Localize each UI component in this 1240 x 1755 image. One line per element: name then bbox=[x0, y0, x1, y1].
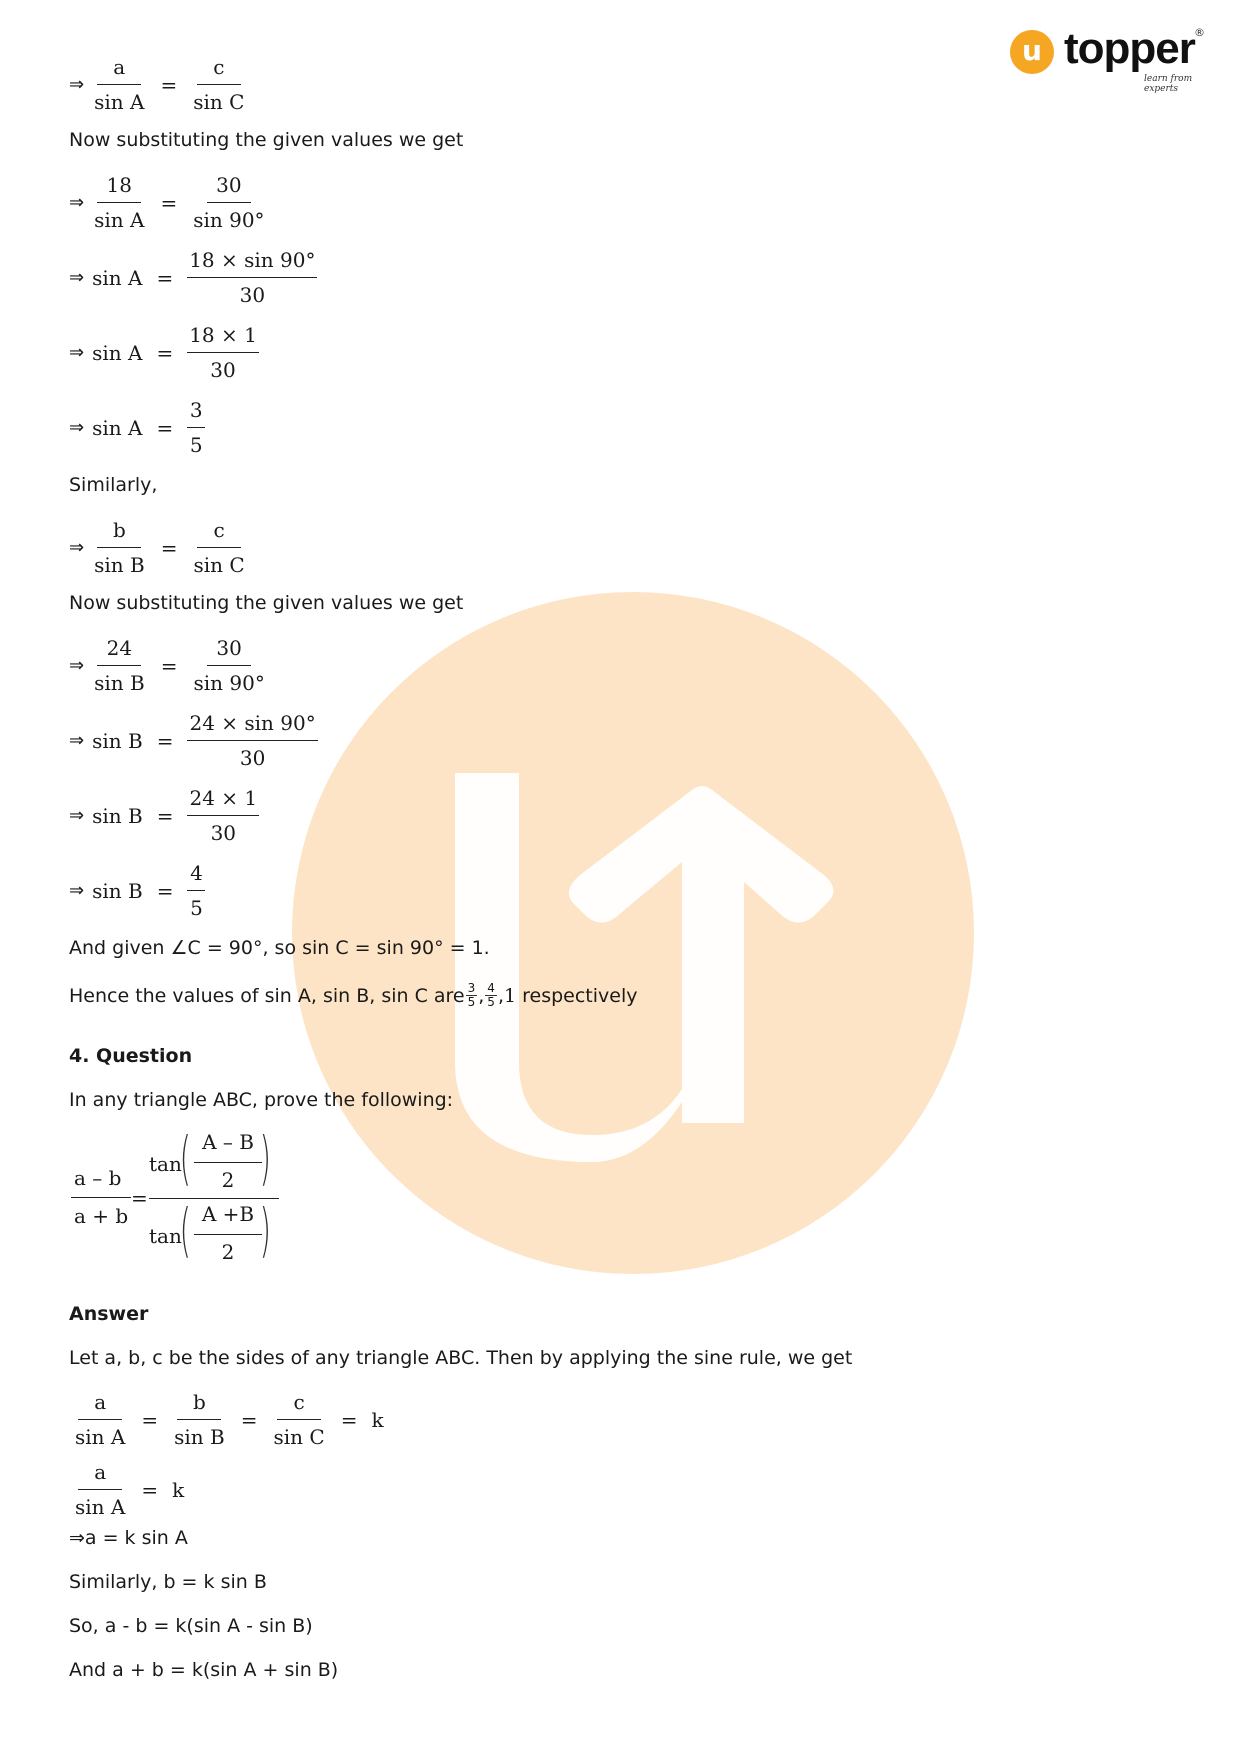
fraction: $\frac{c}{\text{sin C}}$ bbox=[193, 55, 245, 114]
logo-wordmark: topper bbox=[1064, 24, 1195, 73]
fraction: $\frac{c}{\text{sin C}}$ bbox=[193, 518, 245, 577]
fraction: $\frac{a}{\text{sin A}}$ bbox=[94, 55, 145, 114]
question-heading: 4. Question bbox=[69, 1045, 193, 1067]
equation-18-over-sinA: ⇒ $\frac{18}{\text{sin A}}$ = $\frac{30}{\sin 90^\circ}$ bbox=[69, 173, 271, 232]
fraction: $\frac{30}{\sin 90^\circ}$ bbox=[193, 173, 265, 232]
question-text: In any triangle ABC, prove the following: bbox=[69, 1089, 454, 1111]
paragraph: ⇒a = k sin A bbox=[69, 1527, 188, 1549]
logo-u-icon: u bbox=[1010, 30, 1054, 74]
equation-sinB-result: ⇒ sin B = $\frac{4}{5}$ bbox=[69, 861, 209, 920]
equation-sinB-step2: ⇒ sin B = $\frac{24 \times 1}{30}$ bbox=[69, 786, 263, 845]
equation-sinB-step1: ⇒ sin B = $\frac{24 \times \sin 90^\circ}{30}$ bbox=[69, 711, 322, 770]
fraction: $\frac{4}{5}$ bbox=[183, 861, 209, 920]
fraction: $\frac{c}{\text{sin C}}$ bbox=[273, 1390, 325, 1449]
equation-24-over-sinB: ⇒ $\frac{24}{\text{sin B}}$ = $\frac{30}{\sin 90^\circ}$ bbox=[69, 636, 271, 695]
equation-a-over-sinA: ⇒ $\frac{a}{\text{sin A}}$ = $\frac{c}{\text{sin C}}$ bbox=[69, 55, 250, 114]
paragraph-hence: Hence the values of sin A, sin B, sin C are $\frac{3}{5}$ , $\frac{4}{5}$ , 1 respectively bbox=[69, 981, 638, 1009]
fraction: $\frac{3}{5}$ bbox=[183, 398, 209, 457]
equation-sinA-step2: ⇒ sin A = $\frac{18 \times 1}{30}$ bbox=[69, 323, 263, 382]
fraction: $\frac{b}{\text{sin B}}$ bbox=[94, 518, 145, 577]
logo-registered-mark: ® bbox=[1194, 26, 1205, 39]
paragraph: So, a - b = k(sin A - sin B) bbox=[69, 1615, 313, 1637]
equation-sinA-result: ⇒ sin A = $\frac{3}{5}$ bbox=[69, 398, 209, 457]
paragraph: Now substituting the given values we get bbox=[69, 592, 464, 614]
answer-intro: Let a, b, c be the sides of any triangle ABC. Then by applying the sine rule, we get bbox=[69, 1347, 853, 1369]
fraction: $\frac{a}{\text{sin A}}$ bbox=[75, 1460, 126, 1519]
answer-heading: Answer bbox=[69, 1303, 149, 1325]
paragraph: And given ∠C = 90°, so sin C = sin 90° = 1. bbox=[69, 937, 490, 959]
fraction: $\frac{30}{\sin 90^\circ}$ bbox=[193, 636, 265, 695]
equation-sine-rule: $\frac{a}{\text{sin A}}$ = $\frac{b}{\text{sin B}}$ = $\frac{c}{\text{sin C}}$ = k bbox=[69, 1390, 388, 1449]
paragraph: And a + b = k(sin A + sin B) bbox=[69, 1659, 339, 1681]
fraction: $\frac{3}{5}$ bbox=[467, 981, 476, 1009]
fraction: $\frac{18 \times \sin 90^\circ}{30}$ bbox=[189, 248, 316, 307]
tan-ratio-formula: a – b a + b = tan ( A – B 2 ) tan ( A +B 2 ) bbox=[69, 1130, 289, 1270]
equation-sinA-step1: ⇒ sin A = $\frac{18 \times \sin 90^\circ}{30}$ bbox=[69, 248, 321, 307]
logo-tagline: learn from experts bbox=[1144, 74, 1193, 94]
paragraph: Similarly, bbox=[69, 474, 158, 496]
fraction: $\frac{24 \times 1}{30}$ bbox=[189, 786, 258, 845]
fraction: $\frac{a}{\text{sin A}}$ bbox=[75, 1390, 126, 1449]
paragraph: Similarly, b = k sin B bbox=[69, 1571, 267, 1593]
fraction: $\frac{18}{\text{sin A}}$ bbox=[94, 173, 145, 232]
fraction: $\frac{18 \times 1}{30}$ bbox=[189, 323, 257, 382]
fraction: $\frac{24 \times \sin 90^\circ}{30}$ bbox=[189, 711, 316, 770]
brand-logo bbox=[1010, 24, 1210, 94]
equation-a-over-sinA-k: $\frac{a}{\text{sin A}}$ = k bbox=[69, 1460, 188, 1519]
paragraph: Now substituting the given values we get bbox=[69, 129, 464, 151]
fraction: $\frac{24}{\text{sin B}}$ bbox=[94, 636, 145, 695]
fraction: $\frac{4}{5}$ bbox=[487, 981, 495, 1009]
equation-b-over-sinB: ⇒ $\frac{b}{\text{sin B}}$ = $\frac{c}{\text{sin C}}$ bbox=[69, 518, 251, 577]
fraction: $\frac{b}{\text{sin B}}$ bbox=[174, 1390, 225, 1449]
